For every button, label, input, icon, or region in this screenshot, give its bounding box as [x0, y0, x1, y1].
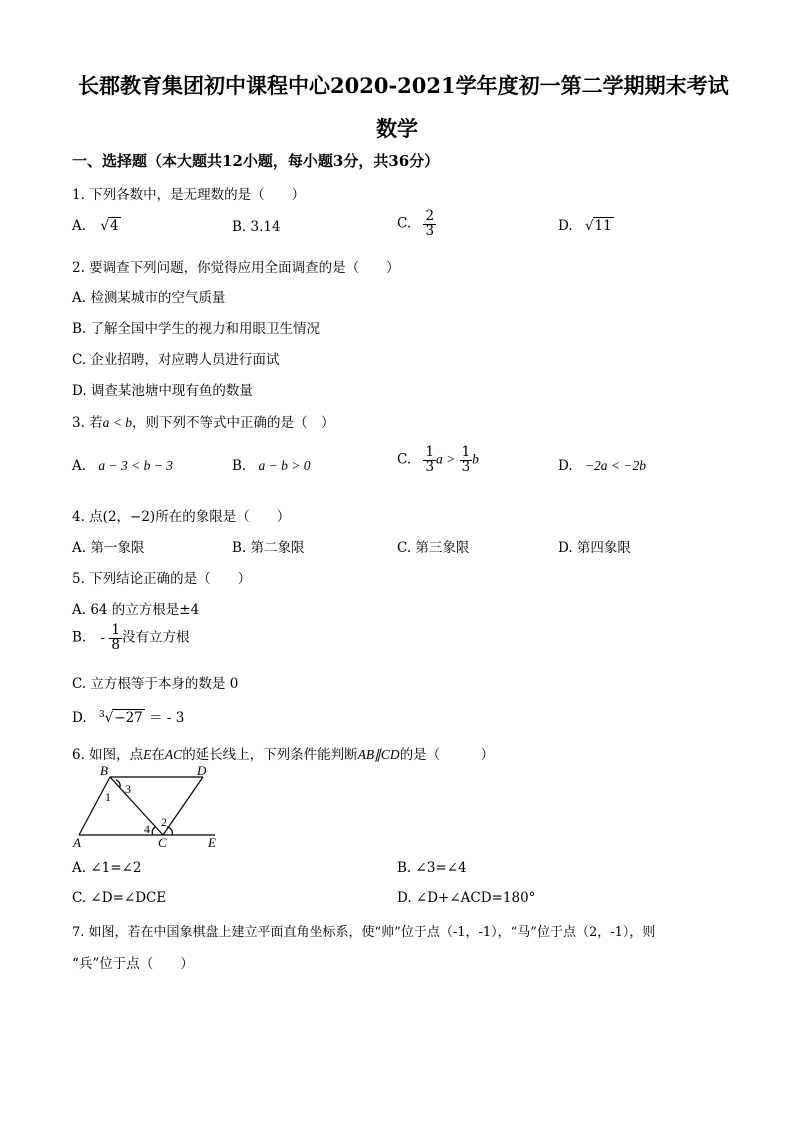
- q3-option-c: C. $\frac{1}{3}$ a > $\frac{1}{3}$ b: [397, 444, 479, 475]
- q4-option-c: C. 第三象限: [397, 540, 470, 556]
- q3-option-b: B. a − b > 0: [232, 458, 311, 474]
- q2-option-b: B. 了解全国中学生的视力和用眼卫生情况: [72, 321, 321, 337]
- q1-option-c: C. $\frac{2}{3}$: [397, 208, 435, 239]
- q6-figure: [70, 765, 230, 855]
- q3-option-d: D. −2a < −2b: [558, 458, 647, 474]
- angle-label-1: 1: [105, 790, 111, 804]
- line-BC: [110, 777, 163, 835]
- q1-a-label: A.: [72, 218, 87, 234]
- q3-option-a: A. a − 3 < b − 3: [72, 458, 173, 474]
- label-B: B: [100, 765, 108, 778]
- q2-option-d: D. 调查某池塘中现有鱼的数量: [72, 383, 253, 399]
- q1-b-value: 3.14: [250, 219, 281, 235]
- q5-option-d: D. $^3$√−27 ＝ - 3: [72, 709, 185, 726]
- q1-a-radicand: 4: [109, 218, 119, 234]
- q2-option-c: C. 企业招聘，对应聘人员进行面试: [72, 352, 280, 368]
- label-D: D: [197, 765, 207, 778]
- q4-option-d: D. 第四象限: [558, 540, 631, 556]
- q5-option-b: B. - $\frac{1}{8}$ 没有立方根: [72, 622, 190, 653]
- q1-option-d: D. √11: [558, 218, 612, 234]
- q3-condition: a < b: [102, 415, 133, 430]
- q6-option-d: D. ∠D+∠ACD=180°: [397, 890, 536, 906]
- angle-label-4: 4: [144, 822, 150, 836]
- q6-option-c: C. ∠D=∠DCE: [72, 890, 167, 906]
- subject-title: 数学: [376, 116, 418, 141]
- q6-option-b: B. ∠3=∠4: [397, 860, 467, 876]
- angle-label-3: 3: [125, 782, 131, 796]
- q2-option-a: A. 检测某城市的空气质量: [72, 290, 226, 306]
- q5-option-a: A. 64 的立方根是±4: [72, 602, 200, 618]
- q4-option-a: A. 第一象限: [72, 540, 145, 556]
- q7-stem-line1: 7. 如图，若在中国象棋盘上建立平面直角坐标系，使“帅”位于点（-1，-1），“马”位于点（2，-1），则: [72, 925, 656, 940]
- q1-d-radicand: 11: [594, 218, 612, 234]
- q2-stem: 2. 要调查下列问题，你觉得应用全面调查的是（ ）: [72, 260, 400, 276]
- label-A: A: [73, 835, 81, 850]
- label-C: C: [158, 835, 167, 850]
- q4-option-b: B. 第二象限: [232, 540, 305, 556]
- section-heading: 一、选择题（本大题共12小题，每小题3分，共36分）: [72, 152, 440, 170]
- label-E: E: [208, 835, 216, 850]
- q5-stem: 5. 下列结论正确的是（ ）: [72, 571, 252, 587]
- line-DC: [163, 777, 203, 835]
- q5-option-c: C. 立方根等于本身的数是 0: [72, 676, 239, 692]
- q1-option-a: A. √4: [72, 218, 119, 234]
- angle-label-2: 2: [161, 815, 167, 829]
- exam-title: 长郡教育集团初中课程中心2020-2021学年度初一第二学期期末考试: [78, 73, 729, 98]
- line-AB: [79, 777, 110, 835]
- q4-stem: 4. 点(2，−2)所在的象限是（ ）: [72, 509, 291, 525]
- q6-option-a: A. ∠1=∠2: [72, 860, 142, 876]
- q3-stem: 3. 若a < b，则下列不等式中正确的是（ ）: [72, 415, 335, 431]
- q7-stem-line2: “兵”位于点（ ）: [72, 956, 194, 972]
- q1-option-b: B. 3.14: [232, 219, 281, 235]
- q1-stem: 1. 下列各数中，是无理数的是（ ）: [72, 187, 306, 203]
- q6-stem: 6. 如图，点E在AC的延长线上，下列条件能判断AB∥CD的是（ ）: [72, 747, 495, 763]
